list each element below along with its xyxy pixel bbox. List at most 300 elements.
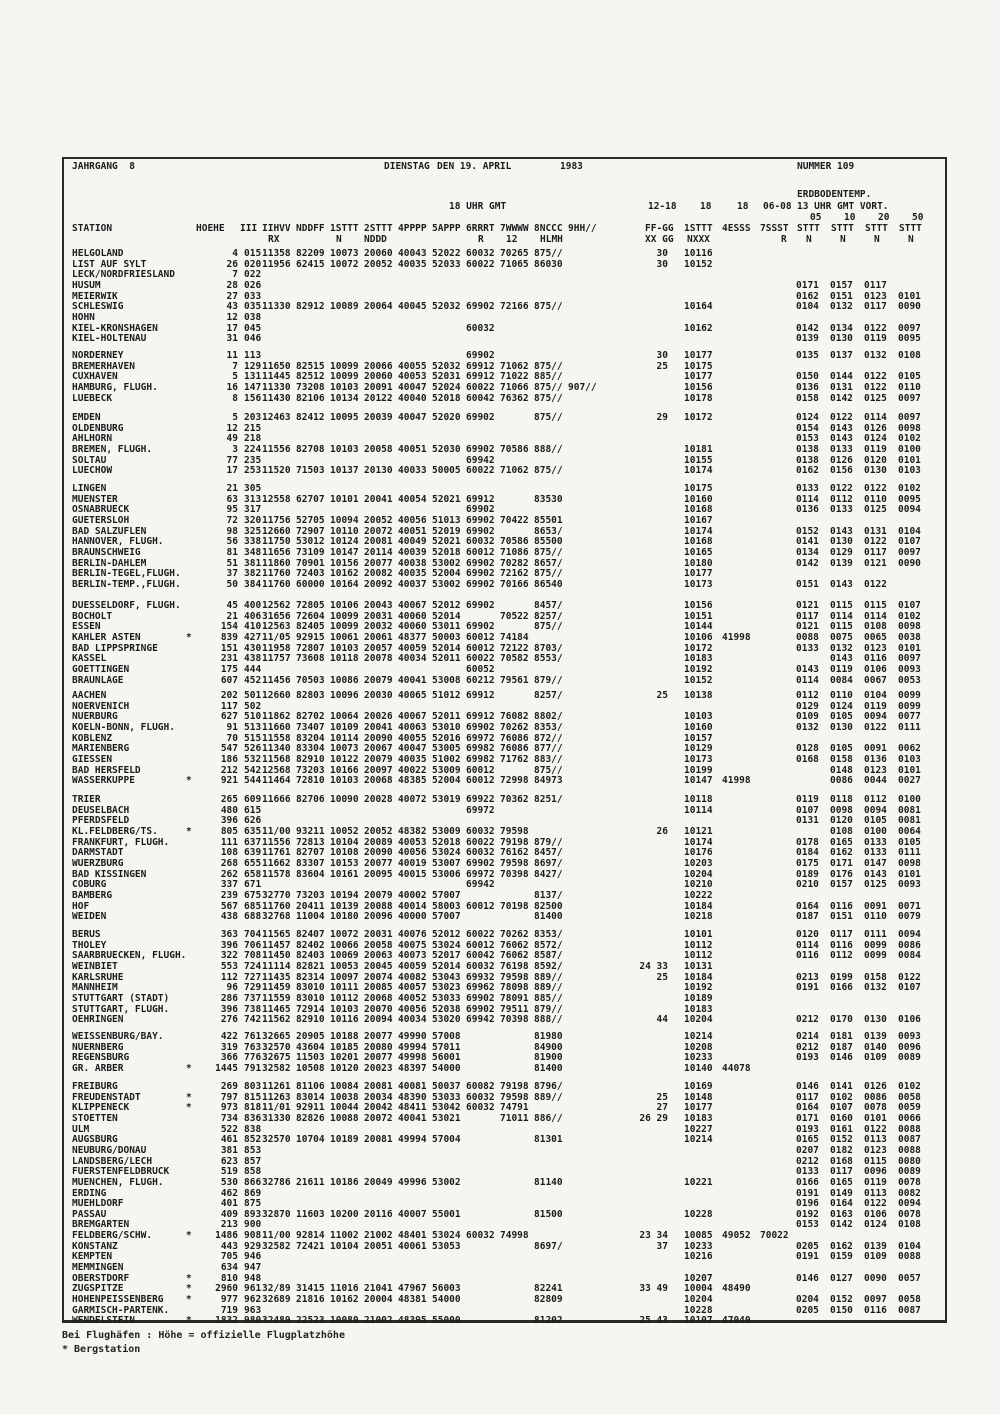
synop-group: 20051 <box>364 1240 393 1252</box>
station-height: 21 <box>226 610 238 622</box>
station-name: AHLHORN <box>72 433 113 445</box>
station-number: 438 <box>244 653 262 665</box>
synop-group: 70262 <box>500 721 529 733</box>
soil-temp-value: 0116 <box>830 900 853 912</box>
station-name: GARMISCH-PARTENK. <box>72 1304 170 1316</box>
station-height: 72 <box>226 514 238 526</box>
soil-temp-value: 0150 <box>796 371 819 383</box>
synop-group: 20092 <box>364 578 393 590</box>
synop-group: 10109 <box>330 721 359 733</box>
synop-group: 10073 <box>330 743 359 755</box>
pressure-group: 10184 <box>684 900 713 912</box>
pressure-group: 10165 <box>684 546 713 558</box>
station-number: 501 <box>244 690 262 701</box>
synop-group: 40057 <box>398 982 427 994</box>
synop-group: 10101 <box>330 493 359 505</box>
pressure-group: 10157 <box>684 732 713 744</box>
station-name: NORDERNEY <box>72 350 124 361</box>
soil-temp-value: 0193 <box>796 1123 819 1135</box>
synop-group: 52018 <box>432 392 461 404</box>
soil-temp-value: 0143 <box>830 433 853 445</box>
synop-group: 60022 <box>466 465 495 477</box>
synop-group: 69912 <box>466 360 495 372</box>
soil-temp-value: 0133 <box>796 642 819 654</box>
synop-group: 52017 <box>432 950 461 962</box>
synop-group: 21816 <box>296 1294 325 1305</box>
soil-temp-value: 0133 <box>830 504 853 516</box>
pressure-group: 10144 <box>684 621 713 633</box>
soil-temp-value: 0096 <box>864 1166 887 1178</box>
soil-temp-value: 0088 <box>898 1251 921 1263</box>
station-number: 671 <box>244 879 262 891</box>
pressure-group: 10106 <box>684 631 713 643</box>
soil-temp-value: 0153 <box>796 1219 819 1231</box>
soil-temp-value: 0117 <box>796 610 819 622</box>
wind-ffgg-value: 29 <box>656 412 668 423</box>
synop-column-label: 8NCCC <box>534 223 563 234</box>
synop-group: 83304 <box>296 743 325 755</box>
synop-group: 20077 <box>364 557 393 569</box>
soil-temp-value: 0130 <box>864 1014 887 1026</box>
synop-group: 83010 <box>296 982 325 994</box>
soil-temp-value: 0108 <box>898 350 921 361</box>
synop-group: 40022 <box>398 764 427 776</box>
station-height: 276 <box>220 1014 238 1026</box>
synop-group: 10088 <box>330 1112 359 1124</box>
soil-temp-value: 0066 <box>898 1112 921 1124</box>
synop-group: 20081 <box>364 536 393 548</box>
station-height: 108 <box>220 847 238 859</box>
pressure-group: 10207 <box>684 1272 713 1284</box>
pressure-group: 10151 <box>684 610 713 622</box>
station-number: 022 <box>244 269 262 281</box>
synop-group: 49994 <box>398 1041 427 1053</box>
station-height: 977 <box>220 1294 238 1305</box>
synop-group: 40035 <box>398 568 427 580</box>
pressure-group: 10160 <box>684 493 713 505</box>
station-height: 27 <box>226 290 238 302</box>
synop-group: 40040 <box>398 392 427 404</box>
mountain-station-marker: * <box>186 1062 192 1074</box>
synop-group: 11016 <box>330 1283 359 1295</box>
synop-group: 889// <box>534 971 563 983</box>
soil-temp-value: 0102 <box>898 483 921 494</box>
synop-group: 52014 <box>432 960 461 972</box>
soil-temp-value: 0130 <box>830 333 853 345</box>
station-height: 363 <box>220 929 238 940</box>
station-name: PFERDSFELD <box>72 815 130 827</box>
station-height: 973 <box>220 1102 238 1114</box>
synop-group: 11603 <box>296 1208 325 1220</box>
synop-group: 50003 <box>432 631 461 643</box>
synop-group: 40082 <box>398 971 427 983</box>
synop-group: 10156 <box>330 557 359 569</box>
soil-temp-value: 0135 <box>796 350 819 361</box>
station-number: 510 <box>244 711 262 723</box>
synop-group: 11956 <box>262 258 291 270</box>
pressure-group: 10168 <box>684 536 713 548</box>
synop-group: 11860 <box>262 557 291 569</box>
synop-group: 20077 <box>364 857 393 869</box>
station-height: 268 <box>220 857 238 869</box>
soil-temp-value: 0117 <box>864 279 887 291</box>
pressure-group: 10148 <box>684 1091 713 1103</box>
station-number: 045 <box>244 322 262 334</box>
synop-group: 53024 <box>432 847 461 859</box>
station-number: 147 <box>244 381 262 393</box>
synop-group: 10099 <box>330 621 359 633</box>
soil-temp-value: 0107 <box>898 536 921 548</box>
station-height: 31 <box>226 333 238 345</box>
synop-group: 79598 <box>500 825 529 837</box>
soil-temp-value: 0146 <box>830 1052 853 1064</box>
pressure-group: 10227 <box>684 1123 713 1135</box>
synop-group: 40055 <box>398 360 427 372</box>
soil-temp-value: 0199 <box>830 971 853 983</box>
pressure-group: 10152 <box>684 674 713 686</box>
synop-group: 53012 <box>296 536 325 548</box>
station-name: KIEL-HOLTENAU <box>72 333 147 345</box>
synop-group: 40063 <box>398 721 427 733</box>
station-name: AACHEN <box>72 690 107 701</box>
station-height: 98 <box>226 525 238 537</box>
station-number: 948 <box>244 1272 262 1284</box>
soil-temp-value: 0143 <box>830 578 853 590</box>
synop-group: 8457/ <box>534 600 563 611</box>
synop-group: 82512 <box>296 371 325 383</box>
station-number: 908 <box>244 1230 262 1242</box>
pressure-group: 10131 <box>684 960 713 972</box>
synop-group: 60012 <box>466 775 495 787</box>
soil-temp-value: 0109 <box>796 711 819 723</box>
soil-temp-value: 0123 <box>864 642 887 654</box>
synop-group: 57007 <box>432 889 461 901</box>
synop-group: 20079 <box>364 674 393 686</box>
soil-temp-value: 0114 <box>864 610 887 622</box>
soil-temp-value: 0130 <box>830 536 853 548</box>
synop-group: 52022 <box>432 248 461 259</box>
soil-temp-value: 0090 <box>864 1272 887 1284</box>
soil-temp-value: 0132 <box>864 982 887 994</box>
synop-group: 70362 <box>500 794 529 805</box>
soil-temp-value: 0134 <box>796 546 819 558</box>
synop-group: 11114 <box>262 960 291 972</box>
station-number: 544 <box>244 775 262 787</box>
synop-group: 76086 <box>500 732 529 744</box>
soil-temp-value: 0105 <box>830 711 853 723</box>
pressure-group: 10177 <box>684 371 713 383</box>
synop-group: 53043 <box>432 971 461 983</box>
station-number: 838 <box>244 1123 262 1135</box>
soil-temp-value: 0102 <box>898 433 921 445</box>
soil-temp-value: 0212 <box>796 1041 819 1053</box>
soil-temp-value: 0079 <box>898 911 921 923</box>
synop-group: 70398 <box>500 1014 529 1026</box>
soil-temp-value: 0170 <box>830 1014 853 1026</box>
wind-ffgg-value: 24 33 <box>639 960 668 972</box>
soil-temp-value: 0157 <box>830 879 853 891</box>
synop-group: 69942 <box>466 879 495 891</box>
synop-group: 8353/ <box>534 721 563 733</box>
synop-group: 10108 <box>330 847 359 859</box>
synop-group: 20094 <box>364 1014 393 1026</box>
soil-temp-value: 0184 <box>796 847 819 859</box>
synop-group: 888// <box>534 443 563 455</box>
synop-group: 31415 <box>296 1283 325 1295</box>
synop-group: 10201 <box>330 1052 359 1064</box>
pressure-group: 10214 <box>684 1031 713 1042</box>
synop-group: 71011 <box>500 1112 529 1124</box>
station-height: 17 <box>226 322 238 334</box>
synop-group: 20041 <box>364 721 393 733</box>
pressure-group: 10222 <box>684 889 713 901</box>
synop-group: 20116 <box>364 1208 393 1220</box>
synop-column-label: 2STTT <box>364 223 393 234</box>
soil-temp-value: 0114 <box>796 674 819 686</box>
synop-group: 40047 <box>398 412 427 423</box>
synop-group: 10103 <box>330 443 359 455</box>
soil-temp-value: 0111 <box>864 929 887 940</box>
wind-ffgg-value: 37 <box>656 1240 668 1252</box>
station-name: BAD LIPPSPRINGE <box>72 642 158 654</box>
synop-group: 72421 <box>296 1240 325 1252</box>
synop-group: 11457 <box>262 939 291 951</box>
synop-group: 11002 <box>330 1230 359 1242</box>
synop-group: 20060 <box>364 248 393 259</box>
soil-temp-value: 0084 <box>898 950 921 962</box>
right-column-label: STTT <box>831 223 854 234</box>
station-height: 461 <box>220 1134 238 1146</box>
synop-group: 74791 <box>500 1102 529 1114</box>
pressure-group: 10101 <box>684 929 713 940</box>
obs-period-label: 18 <box>737 201 749 212</box>
synop-group: 82515 <box>296 360 325 372</box>
soil-temp-value: 0165 <box>830 836 853 848</box>
synop-group: 10189 <box>330 1134 359 1146</box>
synop-group: 8257/ <box>534 690 563 701</box>
synop-group: 20082 <box>364 568 393 580</box>
synop-group: 78091 <box>500 992 529 1004</box>
synop-group: 11/00 <box>262 825 291 837</box>
soil-temp-value: 0067 <box>864 674 887 686</box>
soil-temp-value: 0104 <box>864 690 887 701</box>
station-number: 224 <box>244 443 262 455</box>
footnote-airport-height: Bei Flughäfen : Höhe = offizielle Flugplatzhöhe <box>62 1330 345 1341</box>
soil-temp-value: 0088 <box>796 631 819 643</box>
soil-temp-value: 0187 <box>796 911 819 923</box>
synop-group: 40035 <box>398 258 427 270</box>
soil-temp-value: 0115 <box>830 621 853 633</box>
synop-group: 40041 <box>398 674 427 686</box>
synop-group: 40033 <box>398 465 427 477</box>
station-name: HOHENPEISSENBERG <box>72 1294 164 1305</box>
synop-group: 11761 <box>262 847 291 859</box>
synop-group: 875// <box>534 248 563 259</box>
synop-group: 10084 <box>330 1081 359 1092</box>
synop-group: 20072 <box>364 525 393 537</box>
synop-group: 10139 <box>330 900 359 912</box>
station-height: 16 <box>226 381 238 393</box>
synop-group: 886// <box>534 1112 563 1124</box>
station-number: 526 <box>244 743 262 755</box>
station-name: BREMGARTEN <box>72 1219 130 1231</box>
synop-group: 79561 <box>500 674 529 686</box>
soil-temp-value: 0120 <box>796 929 819 940</box>
soil-temp-value: 0125 <box>864 392 887 404</box>
station-number: 866 <box>244 1176 262 1188</box>
station-height: 37 <box>226 568 238 580</box>
station-height: 70 <box>226 732 238 744</box>
synop-group: 11862 <box>262 711 291 723</box>
synop-group: 11459 <box>262 982 291 994</box>
station-name: OBERSTDORF <box>72 1272 130 1284</box>
soil-depth-label: 10 <box>844 212 856 223</box>
obs-period-label: 12-18 <box>648 201 677 212</box>
station-height: 4 <box>232 248 238 259</box>
soil-temp-value: 0140 <box>864 1041 887 1053</box>
synop-group: 82702 <box>296 711 325 723</box>
station-name: EMDEN <box>72 412 101 423</box>
station-name: FREUDENSTADT <box>72 1091 141 1103</box>
soil-temp-value: 0159 <box>830 1251 853 1263</box>
station-number: 444 <box>244 663 262 675</box>
station-height: 553 <box>220 960 238 972</box>
synop-group: 11565 <box>262 929 291 940</box>
station-row <box>0 302 1000 313</box>
station-height: 81 <box>226 546 238 558</box>
soil-temp-value: 0062 <box>898 743 921 755</box>
soil-temp-value: 0122 <box>864 721 887 733</box>
station-number: 020 <box>244 258 262 270</box>
pressure-group: 10174 <box>684 525 713 537</box>
station-row <box>0 880 1000 891</box>
synop-group: 10114 <box>330 732 359 744</box>
soil-temp-value: 0152 <box>830 1134 853 1146</box>
station-number: 626 <box>244 815 262 827</box>
synop-group: 69912 <box>466 493 495 505</box>
station-number: 113 <box>244 350 262 361</box>
soil-temp-value: 0099 <box>898 700 921 712</box>
synop-group: 72805 <box>296 600 325 611</box>
soil-temp-value: 0101 <box>898 454 921 466</box>
pressure-group: 10173 <box>684 753 713 765</box>
soil-temp-value: 0119 <box>864 333 887 345</box>
synop-group: 11760 <box>262 900 291 912</box>
synop-group: 69902 <box>466 443 495 455</box>
synop-group: 71062 <box>500 360 529 372</box>
station-name: BREMERHAVEN <box>72 360 135 372</box>
soil-temp-value: 0119 <box>796 794 819 805</box>
synop-group: 20060 <box>364 371 393 383</box>
synop-group: 8587/ <box>534 950 563 962</box>
wind-ffgg-value: 44 <box>656 1014 668 1026</box>
station-number: 675 <box>244 889 262 901</box>
synop-group: 82826 <box>296 1112 325 1124</box>
synop-group: 10180 <box>330 911 359 923</box>
station-height: 443 <box>220 1240 238 1252</box>
station-height: 1832 <box>215 1315 238 1327</box>
soil-temp-value: 0101 <box>898 290 921 302</box>
synop-group: 60032 <box>466 1091 495 1103</box>
synop-group: 48382 <box>398 825 427 837</box>
soil-temp-value: 0165 <box>830 1176 853 1188</box>
synop-group: 69942 <box>466 454 495 466</box>
soil-temp-value: 0196 <box>796 1198 819 1210</box>
station-number: 129 <box>244 360 262 372</box>
soil-temp-value: 0103 <box>898 753 921 765</box>
mountain-station-marker: * <box>186 1283 192 1295</box>
synop-group: 20034 <box>364 1091 393 1103</box>
right-column-label: 4ESSS <box>722 223 751 234</box>
synop-group: 20066 <box>364 360 393 372</box>
soil-temp-value: 0101 <box>898 764 921 776</box>
synop-column-sublabel: RX <box>268 234 280 245</box>
synop-group: 11666 <box>262 794 291 805</box>
soil-temp-value: 0097 <box>898 546 921 558</box>
synop-group: 82412 <box>296 412 325 423</box>
synop-group: 10103 <box>330 775 359 787</box>
station-height: 366 <box>220 1052 238 1064</box>
pressure-group: 10172 <box>684 642 713 654</box>
pressure-group: 10199 <box>684 764 713 776</box>
soil-temp-value: 0133 <box>796 483 819 494</box>
station-number: 338 <box>244 536 262 548</box>
synop-group: 69902 <box>466 412 495 423</box>
soil-temp-value: 0130 <box>864 465 887 477</box>
station-height: 810 <box>220 1272 238 1284</box>
station-row <box>0 1053 1000 1064</box>
synop-group: 40059 <box>398 960 427 972</box>
synop-group: 57011 <box>432 1041 461 1053</box>
soil-temp-value: 0160 <box>830 1112 853 1124</box>
station-height: 734 <box>220 1112 238 1124</box>
synop-group: 20411 <box>296 900 325 912</box>
synop-group: 48390 <box>398 1091 427 1103</box>
synop-group: 52021 <box>432 493 461 505</box>
synop-group: 53005 <box>432 743 461 755</box>
synop-group: 69922 <box>466 794 495 805</box>
synop-group: 32570 <box>262 1041 291 1053</box>
soil-temp-value: 0162 <box>796 465 819 477</box>
mountain-station-marker: * <box>186 1272 192 1284</box>
station-name: WEIDEN <box>72 911 107 923</box>
synop-group: 10044 <box>330 1102 359 1114</box>
soil-temp-value: 0118 <box>830 794 853 805</box>
synop-group: 79598 <box>500 857 529 869</box>
soil-depth-label: 50 <box>912 212 924 223</box>
soil-temp-value: 0107 <box>898 600 921 611</box>
synop-group: 83014 <box>296 1091 325 1103</box>
synop-group: 53053 <box>432 1240 461 1252</box>
pressure-group: 10192 <box>684 663 713 675</box>
synop-column-label: 5APPP <box>432 223 461 234</box>
station-height: 12 <box>226 311 238 323</box>
station-number: 532 <box>244 753 262 765</box>
synop-group: 10116 <box>330 1014 359 1026</box>
pressure-group: 10181 <box>684 443 713 455</box>
soil-temp-value: 0106 <box>898 1014 921 1026</box>
soil-temp-value: 0121 <box>796 621 819 633</box>
station-number: 513 <box>244 721 262 733</box>
synop-group: 69902 <box>466 350 495 361</box>
soil-temp-value: 0114 <box>796 493 819 505</box>
station-number: 706 <box>244 939 262 951</box>
synop-group: 53011 <box>432 621 461 633</box>
synop-group: 52011 <box>432 653 461 665</box>
station-number: 893 <box>244 1208 262 1220</box>
wind-ffgg-value: 25 43 <box>639 1315 668 1327</box>
station-name: KOBLENZ <box>72 732 113 744</box>
